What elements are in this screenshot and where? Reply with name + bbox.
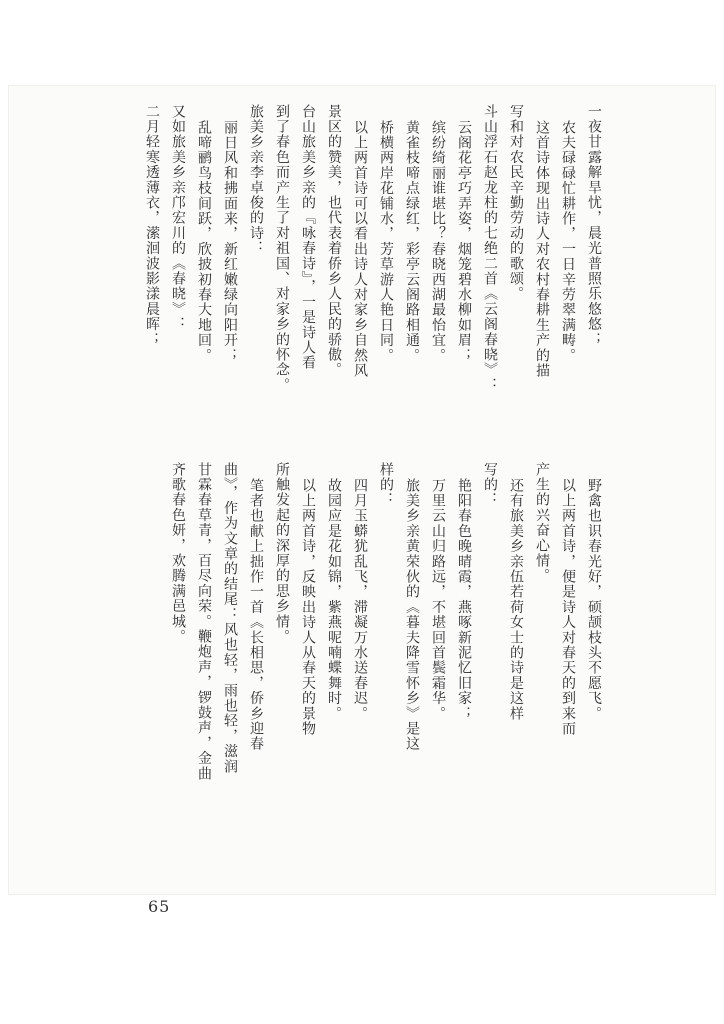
upper-column-8: 黄雀枝啼点绿红，彩亭云阁路相通。 bbox=[404, 120, 420, 364]
upper-column-11: 景区的赞美，也代表着侨乡人民的骄傲。 bbox=[326, 104, 342, 378]
lower-column-2: 以上两首诗，便是诗人对春天的到来而 bbox=[560, 478, 576, 737]
lower-column-13: 所触发起的深厚的思乡情。 bbox=[274, 462, 290, 645]
upper-column-9: 桥横两岸花铺水，芳草游人艳日同。 bbox=[378, 120, 394, 364]
lower-column-3: 产生的兴奋心情。 bbox=[534, 462, 550, 584]
upper-column-5: 斗山浮石赵龙柱的七绝二首《云阁春晓》： bbox=[482, 104, 498, 393]
page-number: 65 bbox=[148, 897, 171, 916]
lower-column-12: 以上两首诗，反映出诗人从春天的景物 bbox=[300, 478, 316, 737]
lower-column-16: 甘霖春草青，百尽向荣。鞭炮声，锣鼓声，金曲 bbox=[196, 462, 212, 782]
lower-column-9: 样的： bbox=[378, 462, 394, 508]
upper-column-10: 以上两首诗可以看出诗人对家乡自然风 bbox=[352, 120, 368, 379]
upper-column-18: 二月轻寒透薄衣，潆洄波影漾晨晖； bbox=[144, 104, 160, 348]
upper-column-14: 旅美乡亲李卓俊的诗： bbox=[248, 104, 264, 256]
upper-column-13: 到了春色而产生了对祖国、对家乡的怀念。 bbox=[274, 104, 290, 393]
lower-column-6: 艳阳春色晚晴霞，燕啄新泥忆旧家； bbox=[456, 478, 472, 722]
book-page bbox=[8, 85, 716, 916]
lower-column-1: 野禽也识春光好，硕颉枝头不愿飞。 bbox=[586, 478, 602, 722]
upper-column-6: 云阁花亭巧弄姿，烟笼碧水柳如眉； bbox=[456, 120, 472, 364]
upper-column-2: 农夫碌碌忙耕作，一日辛劳翠满畴。 bbox=[560, 120, 576, 364]
upper-column-17: 又如旅美乡亲邝宏川的《春晓》： bbox=[170, 104, 186, 332]
upper-column-4: 写和对农民辛勤劳动的歌颂。 bbox=[508, 104, 524, 302]
lower-column-14: 笔者也献上拙作一首《长相思，侨乡迎春 bbox=[248, 478, 264, 752]
lower-column-15: 曲》，作为文章的结尾：风也轻，雨也轻，滋润 bbox=[222, 462, 238, 775]
lower-column-10: 四月玉蟒犹乱飞，滞凝万水送春迟。 bbox=[352, 478, 368, 722]
lower-column-17: 齐歌春色妍，欢腾满邑城。 bbox=[170, 462, 186, 645]
upper-column-1: 一夜甘露解旱忧，晨光普照乐悠悠； bbox=[586, 104, 602, 348]
upper-column-3: 这首诗体现出诗人对农村春耕生产的描 bbox=[534, 120, 550, 379]
upper-column-15: 丽日风和拂面来，新红嫩绿向阳开； bbox=[222, 120, 238, 364]
upper-column-7: 缤纷绮丽谁堪比？春晓西湖最怡宜。 bbox=[430, 120, 446, 364]
upper-column-16: 乱啼鹂鸟枝间跃，欣披初春大地回。 bbox=[196, 120, 212, 364]
lower-column-7: 万里云山归路远，不堪回首鬓霜华。 bbox=[430, 478, 446, 722]
lower-column-4: 还有旅美乡亲伍若荷女士的诗是这样 bbox=[508, 478, 524, 722]
lower-column-11: 故园应是花如锦，紫燕呢喃蝶舞时。 bbox=[326, 478, 342, 722]
lower-column-5: 写的： bbox=[482, 462, 498, 508]
upper-column-12: 台山旅美乡亲的『咏春诗』，一是诗人看 bbox=[300, 104, 316, 371]
lower-column-8: 旅美乡亲黄荣伙的《暮夫降雪怀乡》是这 bbox=[404, 478, 420, 752]
